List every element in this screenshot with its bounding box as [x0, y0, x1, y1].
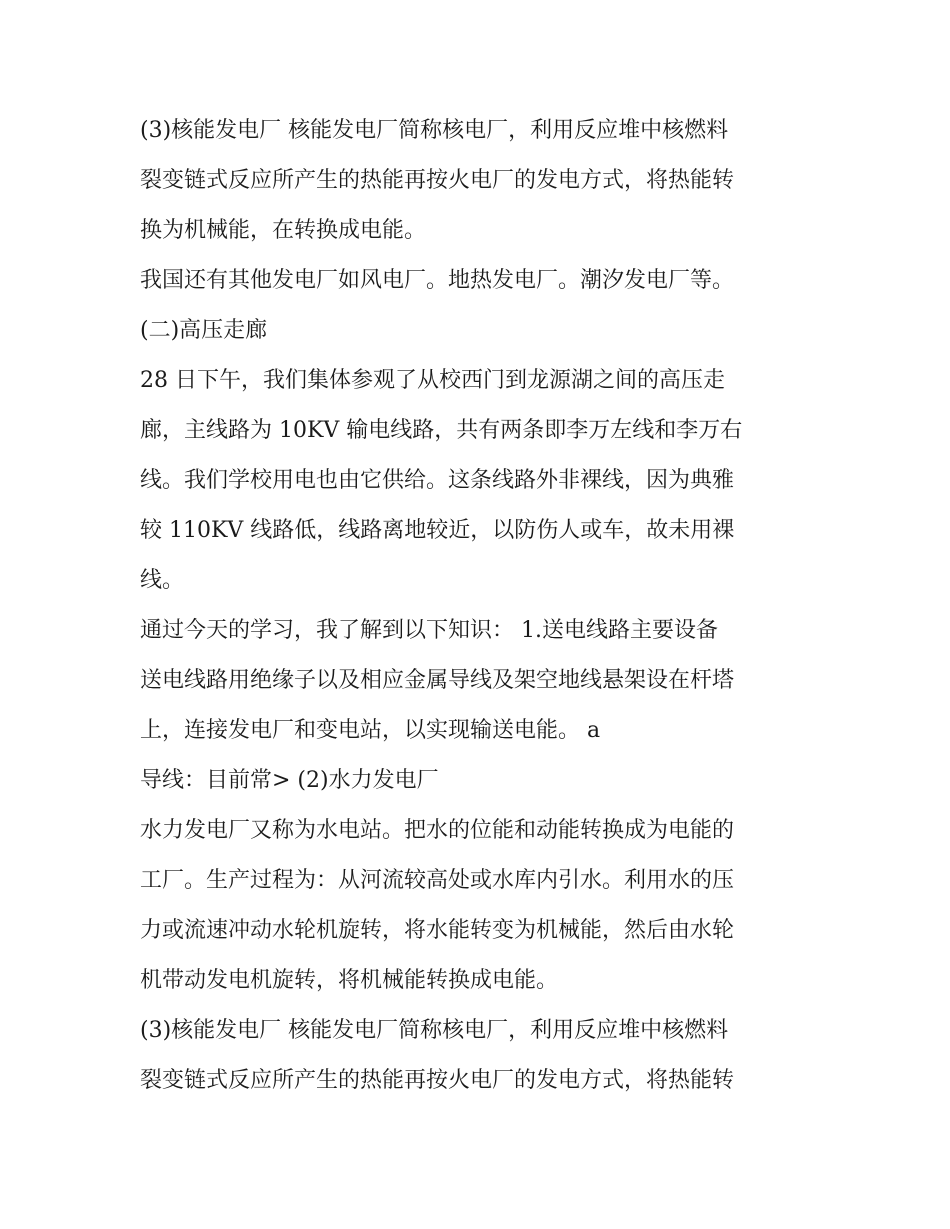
text-line: 送电线路用绝缘子以及相应金属导线及架空地线悬架设在杆塔: [140, 668, 735, 693]
paragraph-other-plants: [140, 256, 830, 306]
section-heading: [140, 306, 830, 356]
paragraph-conductor: [140, 756, 830, 806]
paragraph-learned: [140, 606, 830, 656]
paragraph-nuclear-plant-repeat: [140, 1006, 830, 1106]
paragraph-transmission: [140, 656, 830, 756]
heading-text: (二)高压走廊: [140, 318, 268, 343]
text-line: 力或流速冲动水轮机旋转，将水能转变为机械能，然后由水轮: [140, 918, 735, 943]
text-line: 我国还有其他发电厂如风电厂。地热发电厂。潮汐发电厂等。: [140, 268, 735, 293]
document-page: [140, 106, 830, 1106]
paragraph-corridor: [140, 356, 830, 606]
text-line: 廊，主线路为 10KV 输电线路，共有两条即李万左线和李万右: [140, 418, 743, 443]
text-line: 换为机械能，在转换成电能。: [140, 218, 427, 243]
text-line: 机带动发电机旋转，将机械能转换成电能。: [140, 968, 559, 993]
text-line: 线。我们学校用电也由它供给。这条线路外非裸线，因为典雅: [140, 468, 735, 493]
text-line: 裂变链式反应所产生的热能再按火电厂的发电方式，将热能转: [140, 168, 735, 193]
text-line: 28 日下午，我们集体参观了从校西门到龙源湖之间的高压走: [140, 368, 725, 393]
text-line: 裂变链式反应所产生的热能再按火电厂的发电方式，将热能转: [140, 1068, 735, 1093]
text-line: (3)核能发电厂 核能发电厂简称核电厂，利用反应堆中核燃料: [140, 118, 729, 143]
paragraph-hydro-plant: [140, 806, 830, 1006]
text-line: 线。: [140, 568, 185, 593]
text-line: 上，连接发电厂和变电站，以实现输送电能。 a: [140, 718, 601, 743]
text-line: (3)核能发电厂 核能发电厂简称核电厂，利用反应堆中核燃料: [140, 1018, 729, 1043]
text-line: 水力发电厂又称为水电站。把水的位能和动能转换成为电能的: [140, 818, 735, 843]
text-line: 较 110KV 线路低，线路离地较近，以防伤人或车，故未用裸: [140, 518, 735, 543]
paragraph-nuclear-plant: [140, 106, 830, 256]
text-line: 通过今天的学习，我了解到以下知识： 1.送电线路主要设备: [140, 618, 718, 643]
text-line: 导线：目前常> (2)水力发电厂: [140, 768, 439, 793]
text-line: 工厂。生产过程为：从河流较高处或水库内引水。利用水的压: [140, 868, 735, 893]
